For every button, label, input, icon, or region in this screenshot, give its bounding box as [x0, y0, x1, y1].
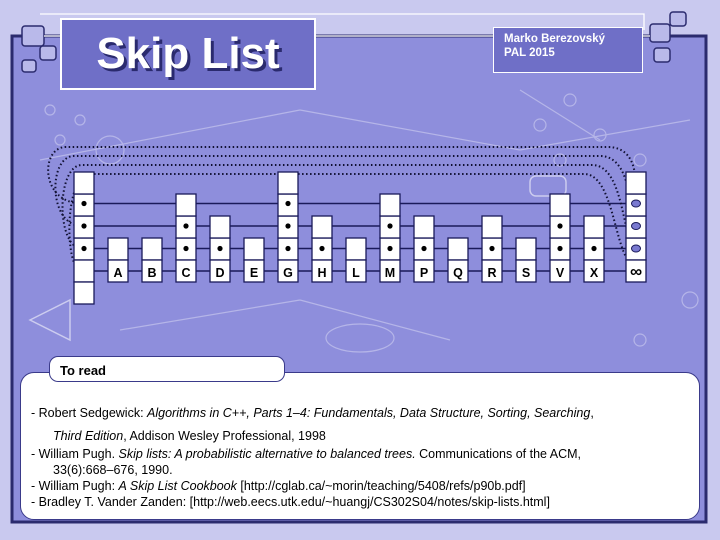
- pointer-dot: [183, 246, 188, 251]
- reference-line: - William Pugh. Skip lists: A probabilistic alternative to balanced trees. Communications of the ACM,: [31, 447, 582, 461]
- pointer-dot: [489, 246, 494, 251]
- reference-line: - Bradley T. Vander Zanden: [http://web.eecs.utk.edu/~huangj/CS302S04/notes/skip-lists.html]: [31, 495, 550, 509]
- slide-title: Skip List: [96, 29, 280, 78]
- node-key-label: V: [555, 266, 565, 280]
- node-B-cell: [142, 238, 162, 260]
- back-pointer-loop: [55, 156, 632, 226]
- section-heading: [49, 356, 285, 382]
- node-M-cell: [380, 194, 400, 216]
- references-box: [20, 372, 700, 520]
- pointer-dot: [387, 223, 392, 228]
- head-column-cell: [74, 172, 94, 194]
- pointer-dot: [285, 201, 290, 206]
- sentinel-spacer: [626, 282, 646, 304]
- node-L-cell: [346, 238, 366, 260]
- node-H-cell: [312, 216, 332, 238]
- reference-line: Third Edition, Addison Wesley Professional, 1998: [53, 429, 326, 443]
- section-heading-label: To read: [60, 363, 106, 378]
- node-P-cell: [414, 216, 434, 238]
- node-X-cell: [584, 216, 604, 238]
- node-Q-cell: [448, 238, 468, 260]
- pointer-dot: [81, 223, 86, 228]
- pointer-dot: [183, 223, 188, 228]
- pointer-dot: [81, 246, 86, 251]
- node-A-cell: [108, 238, 128, 260]
- pointer-dot: [557, 246, 562, 251]
- course-label: PAL 2015: [504, 47, 555, 59]
- node-G-cell: [278, 172, 298, 194]
- pointer-dot: [387, 246, 392, 251]
- head-column-key-cell: [74, 260, 94, 282]
- pointer-dot: [319, 246, 324, 251]
- node-key-label: S: [521, 266, 531, 280]
- pointer-dot: [81, 201, 86, 206]
- reference-line: - William Pugh: A Skip List Cookbook [http://cglab.ca/~morin/teaching/5408/refs/p90b.pdf]: [31, 479, 526, 493]
- pointer-dot: [421, 246, 426, 251]
- pointer-dot: [285, 246, 290, 251]
- node-D-cell: [210, 216, 230, 238]
- node-key-label: B: [147, 266, 157, 280]
- node-V-cell: [550, 194, 570, 216]
- back-pointer-loop: [63, 165, 633, 249]
- pointer-dot: [557, 223, 562, 228]
- sentinel-column-cell: [626, 172, 646, 194]
- node-R-cell: [482, 216, 502, 238]
- node-key-label: X: [589, 266, 599, 280]
- node-E-cell: [244, 238, 264, 260]
- reference-line: - Robert Sedgewick: Algorithms in C++, Parts 1–4: Fundamentals, Data Structure, Sorting, Searching,: [31, 406, 594, 420]
- node-key-label: P: [419, 266, 429, 280]
- node-key-label: R: [487, 266, 497, 280]
- author-name: Marko Berezovský: [504, 33, 605, 45]
- sentinel-label: ∞: [629, 262, 643, 281]
- sentinel-dot: [632, 223, 641, 230]
- sentinel-dot: [632, 245, 641, 252]
- pointer-dot: [591, 246, 596, 251]
- node-key-label: L: [352, 266, 360, 280]
- pointer-dot: [217, 246, 222, 251]
- node-key-label: Q: [453, 266, 463, 280]
- node-key-label: D: [215, 266, 225, 280]
- node-key-label: G: [283, 266, 293, 280]
- node-key-label: C: [181, 266, 191, 280]
- node-S-cell: [516, 238, 536, 260]
- node-key-label: E: [249, 266, 259, 280]
- node-key-label: M: [384, 266, 396, 280]
- node-C-cell: [176, 194, 196, 216]
- node-key-label: A: [113, 266, 123, 280]
- head-column-bottom-cell: [74, 282, 94, 304]
- node-key-label: H: [317, 266, 327, 280]
- sentinel-dot: [632, 200, 641, 207]
- reference-line: 33(6):668–676, 1990.: [53, 463, 173, 477]
- pointer-dot: [285, 223, 290, 228]
